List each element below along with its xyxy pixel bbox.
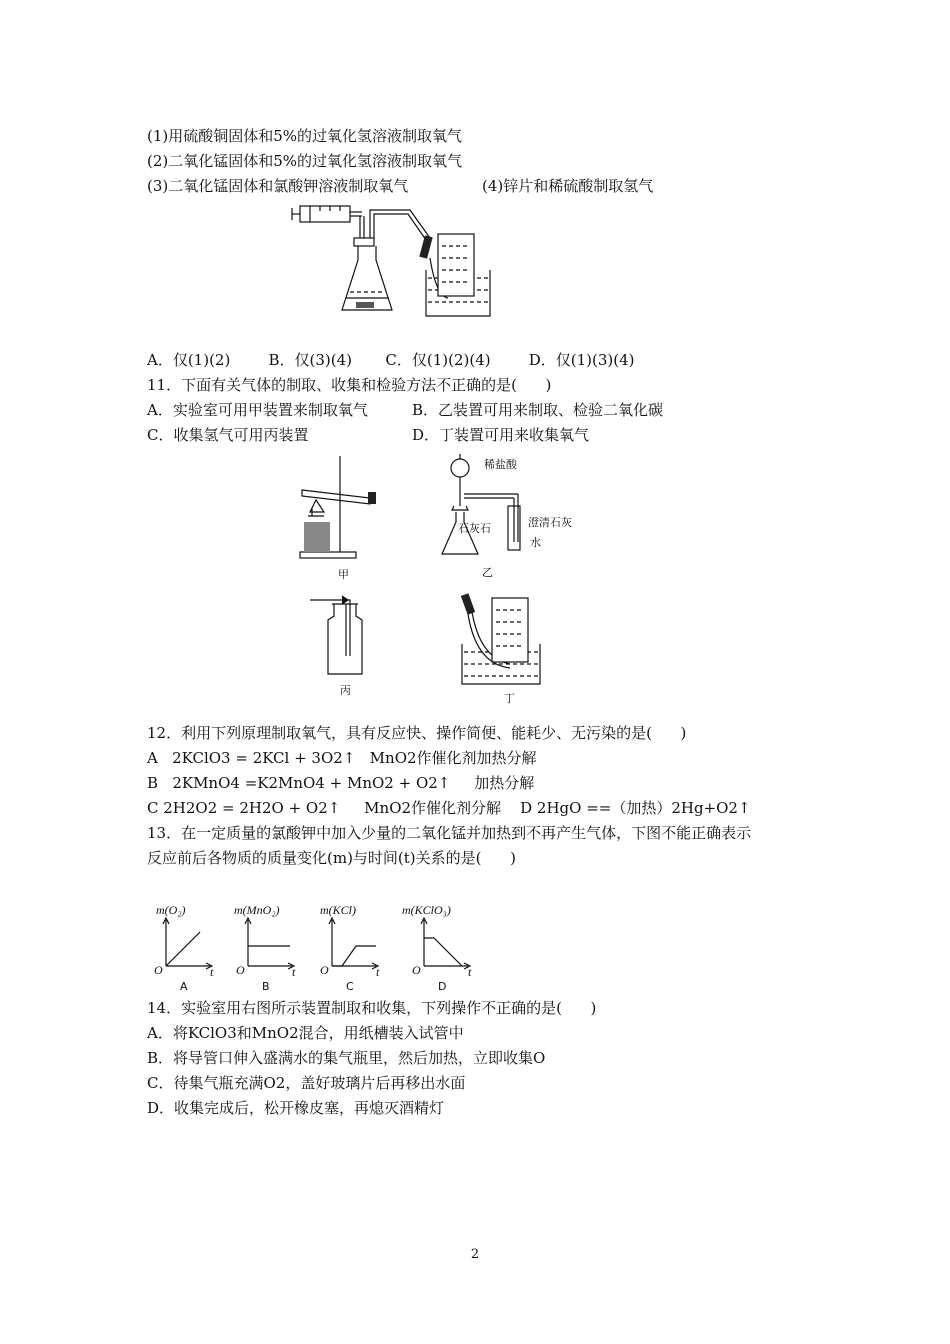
label-chengqing: 澄清石灰	[528, 516, 572, 529]
graph-a-ylabel: m(O₂)	[156, 903, 186, 917]
q14-stem: 14．实验室用右图所示装置制取和收集，下列操作不正确的是( )	[147, 999, 597, 1017]
label-jia: 甲	[338, 568, 349, 581]
graph-c-letter: C	[346, 980, 354, 992]
graph-a-letter: A	[180, 980, 188, 992]
graph-c	[320, 903, 380, 992]
graph-d	[402, 903, 472, 992]
graph-c-t: t	[376, 965, 380, 979]
q11-option-d: D．丁装置可用来收集氧气	[412, 426, 590, 444]
label-shui: 水	[530, 536, 541, 549]
graph-d-letter: D	[438, 980, 447, 992]
graph-b-origin: O	[236, 963, 245, 977]
q10-apparatus-figure	[290, 198, 500, 323]
graph-b-t: t	[292, 965, 296, 979]
q12-option-b: B 2KMnO4 =K2MnO4 + MnO2 + O2↑ 加热分解	[147, 774, 535, 792]
q13-stem-line-1: 13．在一定质量的氯酸钾中加入少量的二氧化锰并加热到不再产生气体，下图不能正确表示	[147, 824, 752, 842]
page-number: 2	[470, 1247, 480, 1262]
label-yi: 乙	[482, 566, 493, 579]
graph-d-ylabel: m(KClO₃)	[402, 903, 451, 917]
q11-option-b: B．乙装置可用来制取、检验二氧化碳	[412, 401, 664, 419]
apparatus-bing-figure	[310, 590, 380, 702]
graph-c-origin: O	[320, 963, 329, 977]
q11-option-c: C．收集氢气可用丙装置	[147, 426, 309, 444]
graph-d-origin: O	[412, 963, 421, 977]
q10-option-1: (1)用硫酸铜固体和5%的过氧化氢溶液制取氧气	[147, 127, 463, 145]
apparatus-jia-figure	[290, 452, 400, 584]
graph-a-t: t	[210, 965, 214, 979]
q13-graphs	[150, 900, 490, 992]
graph-c-ylabel: m(KCl)	[320, 903, 356, 917]
label-bing: 丙	[340, 684, 351, 697]
apparatus-ding-figure	[454, 588, 554, 706]
q11-option-a: A．实验室可用甲装置来制取氧气	[147, 401, 368, 419]
q14-option-d: D．收集完成后，松开橡皮塞，再熄灭酒精灯	[147, 1099, 445, 1117]
q10-choices: A．仅(1)(2) B．仅(3)(4) C．仅(1)(2)(4) D．仅(1)(3)(4)	[147, 351, 635, 369]
graph-b-letter: B	[262, 980, 270, 992]
graph-b-ylabel: m(MnO₂)	[234, 903, 280, 917]
q10-option-3: (3)二氧化锰固体和氯酸钾溶液制取氧气	[147, 177, 409, 195]
q11-stem: 11．下面有关气体的制取、收集和检验方法不正确的是( )	[147, 376, 552, 394]
graph-d-t: t	[468, 965, 472, 979]
graph-b	[234, 903, 296, 992]
q12-stem: 12．利用下列原理制取氧气，具有反应快、操作简便、能耗少、无污染的是( )	[147, 724, 687, 742]
label-xiyansuan: 稀盐酸	[484, 458, 517, 471]
q12-option-a: A 2KClO3 = 2KCl + 3O2↑ MnO2作催化剂加热分解	[147, 749, 537, 767]
q14-option-a: A．将KClO3和MnO2混合，用纸槽装入试管中	[147, 1024, 464, 1042]
apparatus-yi-figure	[438, 450, 588, 585]
label-ding: 丁	[504, 692, 515, 705]
q12-option-cd: C 2H2O2 = 2H2O + O2↑ MnO2作催化剂分解 D 2HgO ==（加热）2Hg+O2↑	[147, 799, 751, 817]
q13-stem-line-2: 反应前后各物质的质量变化(m)与时间(t)关系的是( )	[147, 849, 516, 867]
graph-a-origin: O	[154, 963, 163, 977]
q10-option-4: (4)锌片和稀硫酸制取氢气	[482, 177, 654, 195]
graph-a	[154, 903, 214, 992]
q10-option-2: (2)二氧化锰固体和5%的过氧化氢溶液制取氧气	[147, 152, 463, 170]
label-shihuishi: 石灰石	[458, 522, 491, 535]
q14-option-c: C．待集气瓶充满O2，盖好玻璃片后再移出水面	[147, 1074, 466, 1092]
q14-option-b: B．将导管口伸入盛满水的集气瓶里，然后加热，立即收集O	[147, 1049, 546, 1067]
